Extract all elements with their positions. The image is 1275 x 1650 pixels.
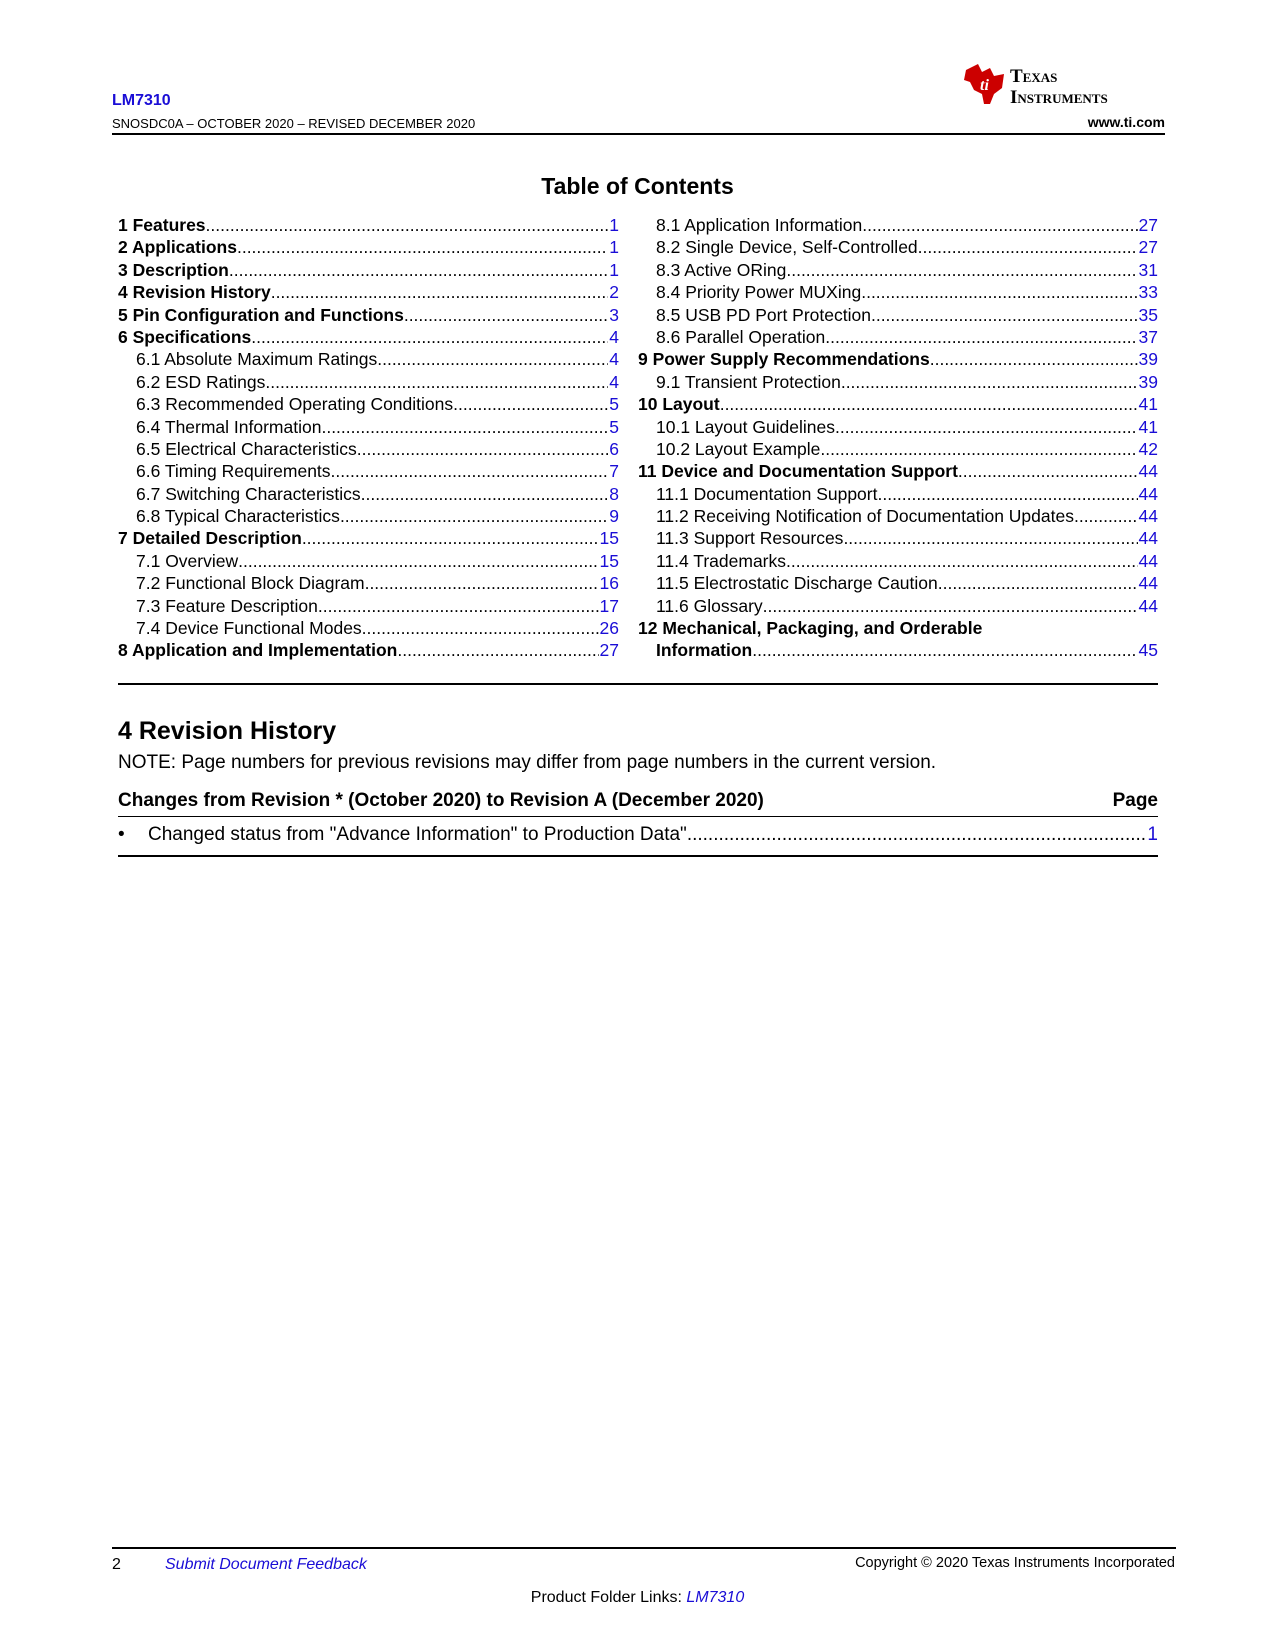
toc-entry-label: 11.1 Documentation Support [656,483,878,504]
toc-entry[interactable] [638,438,1158,460]
toc-entry[interactable] [118,281,619,303]
toc-leader-dots [302,527,599,549]
toc-entry[interactable] [638,326,1158,348]
toc-entry-page[interactable]: 44 [1138,595,1158,616]
toc-entry[interactable] [118,371,619,393]
toc-divider [118,683,1158,685]
toc-entry-page[interactable]: 31 [1138,259,1158,280]
toc-entry-page[interactable]: 27 [599,640,619,661]
toc-entry-label: 10.1 Layout Guidelines [656,416,836,437]
toc-entry[interactable] [638,460,1158,482]
toc-entry-page[interactable]: 5 [609,416,619,437]
toc-entry-label: 8.3 Active ORing [656,259,787,280]
toc-leader-dots [357,438,608,460]
toc-entry-label: 8.6 Parallel Operation [656,326,826,347]
toc-entry-label: 7 Detailed Description [118,528,302,549]
toc-entry-label: 5 Pin Configuration and Functions [118,304,404,325]
toc-leader-dots [318,595,599,617]
toc-entry[interactable] [118,326,619,348]
toc-entry-page[interactable]: 1 [609,259,619,280]
toc-entry[interactable] [118,527,619,549]
toc-leader-dots [877,483,1137,505]
toc-entry-page[interactable]: 44 [1138,483,1158,504]
toc-entry-label: 7.4 Device Functional Modes [136,618,362,639]
toc-entry-label: 6.7 Switching Characteristics [136,483,361,504]
toc-entry-label: 6.8 Typical Characteristics [136,506,340,527]
toc-entry-page[interactable]: 26 [599,618,619,639]
toc-entry-label: 7.3 Feature Description [136,595,318,616]
toc-entry[interactable] [118,259,619,281]
toc-entry-label: 3 Description [118,259,229,280]
toc-entry-label: 8.5 USB PD Port Protection [656,304,871,325]
toc-entry-page[interactable]: 39 [1138,371,1158,392]
toc-entry[interactable] [638,595,1158,617]
literature-number: SNOSDC0A – OCTOBER 2020 – REVISED DECEMBER 2020 [112,116,476,131]
toc-entry-page[interactable]: 44 [1138,573,1158,594]
toc-entry-page[interactable]: 15 [599,528,619,549]
toc-entry-page[interactable]: 2 [609,282,619,303]
toc-entry[interactable] [638,550,1158,572]
toc-leader-dots [763,595,1138,617]
product-folder-prefix: Product Folder Links: [530,1589,687,1606]
toc-entry[interactable] [118,214,619,236]
toc-leader-dots [786,550,1138,572]
revision-history-heading: 4 Revision History [118,717,337,745]
toc-entry-label: 11.6 Glossary [656,595,763,616]
product-folder-links [0,1589,1275,1607]
toc-entry-page[interactable]: 9 [609,506,619,527]
toc-entry[interactable] [118,393,619,415]
toc-entry[interactable] [638,393,1158,415]
revision-table [118,788,1158,850]
toc-entry-label: 2 Applications [118,237,237,258]
toc-entry[interactable] [638,371,1158,393]
toc-entry-label: 7.1 Overview [136,550,239,571]
toc-leader-dots [265,371,608,393]
toc-leader-dots [321,416,608,438]
part-number[interactable]: LM7310 [112,92,171,109]
toc-entry-page[interactable]: 4 [609,349,619,370]
toc-entry-label: 6.2 ESD Ratings [136,371,266,392]
toc-leader-dots [843,527,1137,549]
copyright: Copyright © 2020 Texas Instruments Incorporated [855,1555,1175,1571]
ti-logo-icon [960,60,1165,110]
toc-entry[interactable] [638,259,1158,281]
toc-entry[interactable] [638,304,1158,326]
toc-entry-label: 6.5 Electrical Characteristics [136,438,357,459]
toc-entry[interactable] [118,438,619,460]
toc-entry-page[interactable]: 44 [1138,461,1158,482]
toc-entry-label: 8.2 Single Device, Self-Controlled [656,237,918,258]
toc-entry-label: 6 Specifications [118,326,252,347]
toc-leader-dots [820,438,1137,460]
toc-entry-page[interactable]: 45 [1138,640,1158,661]
toc-leader-dots [871,304,1138,326]
revision-page-header: Page [1112,790,1158,811]
toc-entry-label: 10.2 Layout Example [656,438,821,459]
toc-entry-label: Information [656,640,753,661]
revision-change-header: Changes from Revision * (October 2020) to Revision A (December 2020) [118,790,764,811]
toc-leader-dots [229,259,608,281]
toc-entry[interactable] [638,483,1158,505]
toc-leader-dots [862,214,1137,236]
toc-entry-label: 4 Revision History [118,282,271,303]
toc-entry-label: 7.2 Functional Block Diagram [136,573,365,594]
toc-entry-label: 8.4 Priority Power MUXing [656,282,862,303]
toc-entry-label: 6.6 Timing Requirements [136,461,331,482]
toc-leader-dots [938,572,1138,594]
toc-entry-page[interactable]: 41 [1138,416,1158,437]
toc-entry-page[interactable]: 6 [609,438,619,459]
toc-leader-dots [397,639,598,661]
toc-leader-dots [752,639,1137,661]
toc-entry-page[interactable]: 17 [599,595,619,616]
toc-leader-dots [365,572,599,594]
toc-leader-dots [835,416,1138,438]
toc-entry-page[interactable]: 15 [599,550,619,571]
toc-leader-dots [786,259,1137,281]
toc-entry-label: 6.3 Recommended Operating Conditions [136,394,454,415]
toc-leader-dots [720,393,1138,415]
toc-entry[interactable] [638,348,1158,370]
toc-entry-page[interactable]: 3 [609,304,619,325]
toc-leader-dots [237,236,608,258]
page-number: 2 [112,1556,121,1573]
toc-entry-label: 6.1 Absolute Maximum Ratings [136,349,378,370]
toc-entry-page[interactable]: 41 [1138,394,1158,415]
toc-entry-label: 8 Application and Implementation [118,640,398,661]
ti-logo [960,60,1165,110]
toc-entry-page[interactable]: 5 [609,394,619,415]
toc-entry-page[interactable]: 44 [1138,528,1158,549]
toc-entry-page[interactable]: 42 [1138,438,1158,459]
toc-leader-dots [861,281,1137,303]
toc-leader-dots [340,505,608,527]
toc-entry-page[interactable]: 4 [609,326,619,347]
logo-line2: Instruments [1010,87,1108,108]
toc-entry[interactable] [118,617,619,639]
toc-entry-multiline-label: 12 Mechanical, Packaging, and Orderable [638,618,983,639]
toc-entry-label: 6.4 Thermal Information [136,416,322,437]
toc-entry-label: 1 Features [118,215,206,235]
toc-entry[interactable] [118,236,619,258]
toc-leader-dots [271,281,609,303]
revision-table-rule [118,855,1158,857]
toc-entry[interactable] [638,527,1158,549]
toc-entry[interactable] [638,572,1158,594]
toc-leader-dots [930,348,1138,370]
footer-rule [112,1547,1176,1549]
toc-left-column [118,214,619,662]
toc-entry-label: 11.2 Receiving Notification of Documentation Updates [656,506,1074,527]
toc-entry[interactable] [118,550,619,572]
revision-leader-dots [687,820,1147,850]
toc-entry[interactable] [118,595,619,617]
toc-entry[interactable] [118,304,619,326]
toc-entry[interactable] [638,416,1158,438]
toc-entry-label: 9.1 Transient Protection [656,371,841,392]
toc-entry-page[interactable]: 39 [1138,349,1158,370]
toc-entry-page[interactable]: 27 [1138,237,1158,258]
bullet-icon: • [118,824,125,845]
toc-entry-page[interactable]: 44 [1138,506,1158,527]
toc-entry-page[interactable]: 37 [1138,326,1158,347]
toc-entry-page[interactable]: 1 [609,237,619,258]
revision-table-header [118,788,1158,817]
toc-right-column [638,214,1158,662]
toc-entry-label: 11.5 Electrostatic Discharge Caution [656,573,938,594]
submit-feedback-link[interactable]: Submit Document Feedback [165,1556,367,1573]
revision-note: NOTE: Page numbers for previous revisions may differ from page numbers in the current version. [118,752,937,773]
toc-leader-dots [841,371,1138,393]
toc-entry-label: 11.3 Support Resources [656,528,844,549]
toc-leader-dots [404,304,608,326]
toc-entry-page[interactable]: 4 [609,371,619,392]
toc-entry-label: 11.4 Trademarks [656,550,787,571]
toc-leader-dots [377,348,608,370]
toc-leader-dots [958,460,1138,482]
toc-leader-dots [361,483,609,505]
toc-entry[interactable] [638,281,1158,303]
revision-change-page[interactable]: 1 [1147,824,1158,845]
revision-change-row [118,820,1158,850]
header-rule [112,133,1165,135]
toc-leader-dots [206,214,609,236]
toc-entry[interactable] [638,639,1158,661]
toc-entry[interactable] [118,348,619,370]
toc-title: Table of Contents [541,173,734,199]
toc-entry[interactable] [118,483,619,505]
product-folder-link[interactable]: LM7310 [686,1589,745,1606]
toc-entry-page[interactable]: 8 [609,483,619,504]
toc-leader-dots [1074,505,1138,527]
toc-entry-page[interactable]: 16 [599,573,619,594]
toc-entry[interactable] [638,214,1158,236]
revision-change-text: Changed status from "Advance Information" to Production Data" [148,824,687,845]
toc-leader-dots [238,550,598,572]
toc-leader-dots [918,236,1138,258]
toc-entry[interactable] [638,236,1158,258]
svg-text:ti: ti [980,77,989,94]
toc-entry-label: 11 Device and Documentation Support [638,461,958,482]
toc-leader-dots [362,617,599,639]
toc-entry[interactable] [118,505,619,527]
toc-leader-dots [251,326,608,348]
toc-entry-page[interactable]: 7 [609,461,619,482]
toc-entry[interactable] [118,639,619,661]
logo-line1: Texas [1010,66,1058,87]
toc-entry[interactable] [118,460,619,482]
toc-entry-label: 10 Layout [638,394,720,415]
toc-entry-label: 9 Power Supply Recommendations [638,349,930,370]
toc-entry-page[interactable]: 35 [1138,304,1158,325]
toc-entry[interactable] [118,572,619,594]
toc-entry-label: 8.1 Application Information [656,215,863,235]
website-link[interactable]: www.ti.com [1087,114,1165,130]
toc-leader-dots [453,393,608,415]
toc-entry-page[interactable]: 27 [1138,215,1158,235]
toc-leader-dots [825,326,1137,348]
toc-entry-page[interactable]: 1 [609,215,619,235]
toc-leader-dots [331,460,609,482]
toc-entry[interactable] [118,416,619,438]
toc-entry-page[interactable]: 33 [1138,282,1158,303]
toc-entry[interactable] [638,505,1158,527]
toc-entry-page[interactable]: 44 [1138,550,1158,571]
